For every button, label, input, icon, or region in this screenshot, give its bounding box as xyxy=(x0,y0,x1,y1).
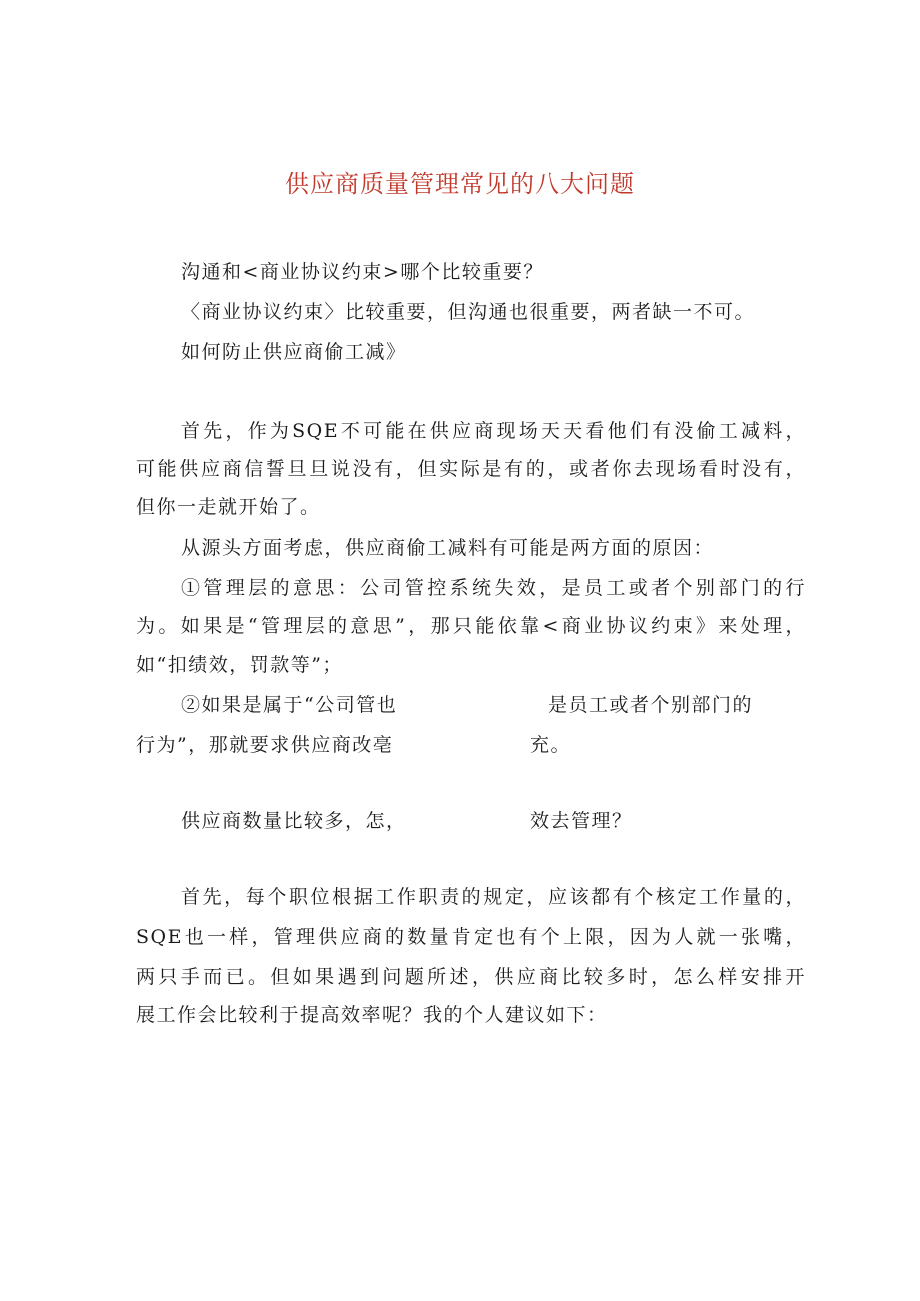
paragraph-line: SQE也一样，管理供应商的数量肯定也有个上限，因为人就一张嘴， xyxy=(136,926,806,948)
question-3-fragment: 效去管理？ xyxy=(530,810,633,832)
paragraph-line: 但你一走就开始了。 xyxy=(136,496,321,518)
document-title: 供应商质量管理常见的八大问题 xyxy=(285,170,635,198)
paragraph-line: 如“扣绩效，罚款等”； xyxy=(136,654,343,676)
paragraph-line: 两只手而已。但如果遇到问题所述，供应商比较多时，怎么样安排开 xyxy=(136,966,806,988)
paragraph-line-fragment: 是员工或者个别部门的 xyxy=(548,694,754,716)
paragraph-line: 首先，作为SQE不可能在供应商现场天天看他们有没偷工减料， xyxy=(181,420,806,442)
paragraph-line: 展工作会比较利于提高效率呢？我的个人建议如下： xyxy=(136,1004,608,1026)
paragraph-line-fragment: 行为”，那就要求供应商改亳 xyxy=(136,734,394,756)
paragraph-line: 为。如果是“管理层的意思”，那只能依靠<商业协议约束》来处理， xyxy=(136,615,806,637)
paragraph-line: 首先，每个职位根据工作职责的规定，应该都有个核定工作量的， xyxy=(181,886,806,908)
paragraph-line: ①管理层的意思：公司管控系统失效，是员工或者个别部门的行 xyxy=(181,577,806,599)
question-1: 沟通和<商业协议约束>哪个比较重要？ xyxy=(181,261,544,283)
paragraph-line-fragment: ②如果是属于“公司管也 xyxy=(181,694,398,716)
question-2: 如何防止供应商偷工减》 xyxy=(181,341,407,363)
answer-1: 〈商业协议约束〉比较重要，但沟通也很重要，两者缺一不可。 xyxy=(181,301,756,323)
paragraph-line: 从源头方面考虑，供应商偷工减料有可能是两方面的原因： xyxy=(181,537,715,559)
question-3-fragment: 供应商数量比较多，怎， xyxy=(181,810,407,832)
paragraph-line: 可能供应商信誓旦旦说没有，但实际是有的，或者你去现场看时没有， xyxy=(136,458,806,480)
paragraph-line-fragment: 充。 xyxy=(530,734,572,756)
